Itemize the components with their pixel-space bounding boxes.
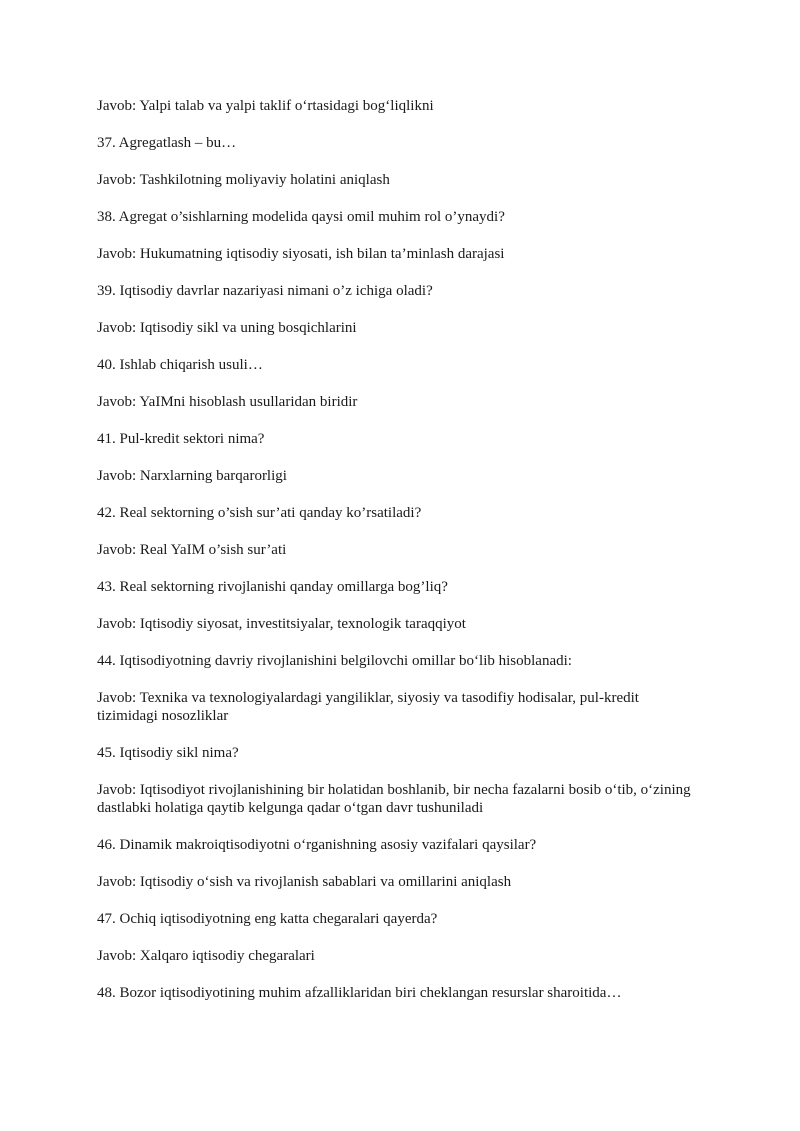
question-44: 44. Iqtisodiyotning davriy rivojlanishini belgilovchi omillar bo‘lib hisoblanadi: bbox=[97, 653, 572, 669]
answer-37: Javob: Tashkilotning moliyaviy holatini aniqlash bbox=[97, 172, 390, 188]
question-42: 42. Real sektorning o’sish sur’ati qanday ko’rsatiladi? bbox=[97, 505, 422, 521]
answer-38: Javob: Hukumatning iqtisodiy siyosati, ish bilan ta’minlash darajasi bbox=[97, 246, 505, 262]
question-39: 39. Iqtisodiy davrlar nazariyasi nimani o’z ichiga oladi? bbox=[97, 283, 433, 299]
answer-paragraph: Javob: Yalpi talab va yalpi taklif o‘rtasidagi bog‘liqlikni bbox=[97, 98, 434, 114]
answer-40: Javob: YaIMni hisoblash usullaridan biridir bbox=[97, 394, 358, 410]
question-40: 40. Ishlab chiqarish usuli… bbox=[97, 357, 263, 373]
question-43: 43. Real sektorning rivojlanishi qanday omillarga bog’liq? bbox=[97, 579, 448, 595]
answer-46: Javob: Iqtisodiy o‘sish va rivojlanish sabablari va omillarini aniqlash bbox=[97, 874, 512, 890]
answer-41: Javob: Narxlarning barqarorligi bbox=[97, 468, 287, 484]
question-41: 41. Pul-kredit sektori nima? bbox=[97, 431, 265, 447]
question-45: 45. Iqtisodiy sikl nima? bbox=[97, 745, 239, 761]
document-body bbox=[97, 97, 697, 1021]
question-46: 46. Dinamik makroiqtisodiyotni o‘rganishning asosiy vazifalari qaysilar? bbox=[97, 837, 537, 853]
answer-42: Javob: Real YaIM o’sish sur’ati bbox=[97, 542, 287, 558]
answer-39: Javob: Iqtisodiy sikl va uning bosqichlarini bbox=[97, 320, 357, 336]
answer-43: Javob: Iqtisodiy siyosat, investitsiyalar, texnologik taraqqiyot bbox=[97, 616, 466, 632]
answer-45: Javob: Iqtisodiyot rivojlanishining bir holatidan boshlanib, bir necha fazalarni bosib o‘tib, o‘zining dastlabki holatiga qaytib kelgunga qadar o‘tgan davr tushuniladi bbox=[97, 782, 691, 816]
question-38: 38. Agregat o’sishlarning modelida qaysi omil muhim rol o’ynaydi? bbox=[97, 209, 505, 225]
answer-44: Javob: Texnika va texnologiyalardagi yangiliklar, siyosiy va tasodifiy hodisalar, pul-kredit tizimidagi nosozliklar bbox=[97, 690, 639, 724]
question-37: 37. Agregatlash – bu… bbox=[97, 135, 237, 151]
question-47: 47. Ochiq iqtisodiyotning eng katta chegaralari qayerda? bbox=[97, 911, 438, 927]
answer-47: Javob: Xalqaro iqtisodiy chegaralari bbox=[97, 948, 315, 964]
question-48: 48. Bozor iqtisodiyotining muhim afzalliklaridan biri cheklangan resurslar sharoitida… bbox=[97, 985, 622, 1001]
